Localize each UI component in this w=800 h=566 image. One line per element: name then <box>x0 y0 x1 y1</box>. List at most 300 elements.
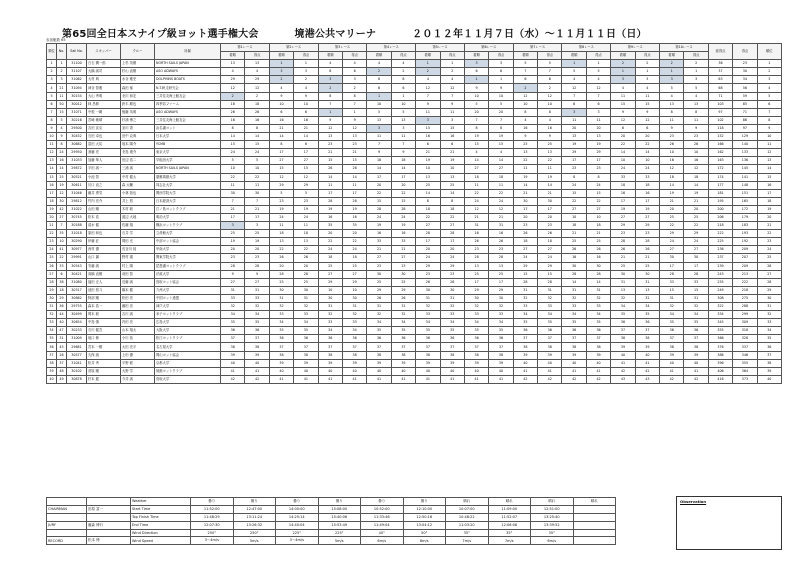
cell-rank: 1 <box>47 60 57 68</box>
cell-race-score: 21 <box>294 124 318 132</box>
condition-value: 7m/s <box>488 537 531 545</box>
cell-race-score: 7 <box>464 116 488 124</box>
cell-race-score: 12 <box>684 165 708 173</box>
cell-race-score: 17 <box>489 278 513 286</box>
official-name <box>87 498 131 506</box>
cell-race-score: 42 <box>635 367 659 375</box>
cell-race-score: 28 <box>635 238 659 246</box>
cell-race-score: 22 <box>684 222 708 230</box>
cell-race-score: 14 <box>245 133 269 141</box>
cell-sail: 31080 <box>67 278 87 286</box>
cell-race-score: 13 <box>342 133 366 141</box>
cell-race-score: 27 <box>489 165 513 173</box>
condition-value: 15:08:00 <box>318 505 361 513</box>
header-final: 順位 <box>757 44 781 60</box>
cell-race-score: 22 <box>391 189 415 197</box>
cell-race-score: 24 <box>489 197 513 205</box>
condition-value: 250° <box>191 529 234 537</box>
cell-race-score: 32 <box>513 294 537 302</box>
cell-skipper: 大橋 誠司 <box>87 68 121 76</box>
cell-race-score: 38 <box>416 351 440 359</box>
table-row <box>47 222 782 230</box>
cell-final: 6 <box>757 100 781 108</box>
cell-race-score: 33 <box>660 278 684 286</box>
cell-race-score: 13 <box>660 100 684 108</box>
cell-sail: 29681 <box>67 343 87 351</box>
cell-race-score: 31 <box>294 294 318 302</box>
cell-race-score: 34 <box>391 319 415 327</box>
cell-race-score: 36 <box>391 335 415 343</box>
cell-total: 200 <box>708 205 732 213</box>
cell-race-score: 10 <box>269 100 293 108</box>
cell-skipper: 斎藤 亮 <box>87 149 121 157</box>
cell-skipper: 宮崎 敏晴 <box>87 116 121 124</box>
cell-race-score: 27 <box>367 254 391 262</box>
cell-race-score: 31 <box>635 278 659 286</box>
cell-final: 36 <box>757 343 781 351</box>
cell-crew: 上田 優 <box>121 351 155 359</box>
cell-race-score: 23 <box>611 230 635 238</box>
conditions-row <box>47 529 616 537</box>
cell-crew: 鈴木 順也 <box>121 100 155 108</box>
cell-race-score: 33 <box>269 311 293 319</box>
cell-rank: 38 <box>47 359 57 367</box>
cell-race-score: 32 <box>391 311 415 319</box>
cell-race-score: 14 <box>391 165 415 173</box>
cell-race-score: 31 <box>660 294 684 302</box>
cell-race-score: 36 <box>489 335 513 343</box>
cell-race-score: 17 <box>440 238 464 246</box>
cell-race-score: 2 <box>416 68 440 76</box>
cell-no: 6 <box>57 270 67 278</box>
cell-race-score: 13 <box>269 238 293 246</box>
cell-race-score: 22 <box>611 141 635 149</box>
header-no: No. <box>57 44 67 60</box>
cell-race-score: 25 <box>342 262 366 270</box>
cell-race-score: 28 <box>684 270 708 278</box>
cell-crew: 三浦 誠 <box>121 165 155 173</box>
cell-race-score: 10 <box>684 149 708 157</box>
cell-race-score: 33 <box>221 294 245 302</box>
cell-race-score: 40 <box>464 367 488 375</box>
cell-race-score: 42 <box>684 375 708 383</box>
cell-race-score: 18 <box>294 230 318 238</box>
cell-race-score: 4 <box>562 76 586 84</box>
cell-race-score: 1 <box>464 76 488 84</box>
cell-race-score: 8 <box>464 124 488 132</box>
cell-race-score: 18 <box>513 238 537 246</box>
cell-race-score: 26 <box>489 238 513 246</box>
cell-rank: 14 <box>47 165 57 173</box>
cell-race-score: 13 <box>513 149 537 157</box>
cell-race-score: 20 <box>416 246 440 254</box>
cell-club: 関東学院大学 <box>155 254 221 262</box>
cell-race-score: 25 <box>562 238 586 246</box>
cell-race-score: 25 <box>660 213 684 221</box>
cell-race-score: 22 <box>416 213 440 221</box>
cell-club: YCMB <box>155 141 221 149</box>
cell-race-score: 36 <box>635 319 659 327</box>
cell-race-score: 12 <box>318 124 342 132</box>
cell-race-score: 2 <box>635 60 659 68</box>
cell-race-score: 22 <box>660 222 684 230</box>
cell-sail: 29991 <box>67 254 87 262</box>
cell-net: 30 <box>733 68 757 76</box>
cell-total: 222 <box>708 230 732 238</box>
cell-race-score: 33 <box>611 173 635 181</box>
cell-net: 193 <box>733 230 757 238</box>
cell-race-score: 25 <box>611 262 635 270</box>
cell-sail: 29950 <box>67 149 87 157</box>
cell-race-score: 15 <box>586 189 610 197</box>
cell-sail: 31100 <box>67 60 87 68</box>
cell-race-score: 20 <box>245 246 269 254</box>
cell-club: 中国ヨット連盟 <box>155 294 221 302</box>
cell-race-score: 41 <box>562 367 586 375</box>
cell-race-score: 10 <box>538 100 562 108</box>
cell-skipper: 原田 和也 <box>87 230 121 238</box>
cell-race-score: 28 <box>464 254 488 262</box>
cell-total: 152 <box>708 133 732 141</box>
condition-value: 12:51:00 <box>531 505 574 513</box>
cell-race-score: 18 <box>660 173 684 181</box>
cell-race-score: 41 <box>416 375 440 383</box>
cell-race-score: 41 <box>684 367 708 375</box>
header-points: 得点 <box>440 52 464 60</box>
cell-race-score: 26 <box>221 108 245 116</box>
cell-race-score: 40 <box>391 367 415 375</box>
cell-race-score: 17 <box>294 149 318 157</box>
cell-race-score: 31 <box>416 294 440 302</box>
cell-final: 21 <box>757 222 781 230</box>
cell-race-score: 32 <box>294 303 318 311</box>
cell-race-score: 25 <box>440 181 464 189</box>
cell-race-score: 12 <box>660 165 684 173</box>
cell-race-score: 32 <box>245 303 269 311</box>
cell-skipper: 池田 悠斗 <box>87 286 121 294</box>
cell-race-score: 17 <box>416 238 440 246</box>
cell-race-score: 41 <box>489 375 513 383</box>
cell-rank: 20 <box>47 213 57 221</box>
cell-race-score: 20 <box>342 230 366 238</box>
cell-net: 151 <box>733 189 757 197</box>
cell-race-score: 21 <box>586 230 610 238</box>
cell-no: 5 <box>57 116 67 124</box>
condition-value: 12:07:30 <box>191 521 234 529</box>
cell-race-score: 16 <box>342 213 366 221</box>
cell-no: 35 <box>57 230 67 238</box>
cell-race-score: 40 <box>660 359 684 367</box>
cell-race-score: 2 <box>513 84 537 92</box>
cell-sail: 31009 <box>67 335 87 343</box>
cell-total: 366 <box>708 335 732 343</box>
cell-race-score: 27 <box>294 157 318 165</box>
cell-skipper: 白石 潤一郎 <box>87 60 121 68</box>
cell-race-score: 40 <box>489 367 513 375</box>
cell-race-score: 35 <box>318 222 342 230</box>
cell-race-score: 31 <box>611 278 635 286</box>
cell-race-score: 11 <box>635 92 659 100</box>
cell-skipper: 安藤 誠 <box>87 262 121 270</box>
cell-race-score: 35 <box>684 319 708 327</box>
cell-no: 3 <box>57 76 67 84</box>
cell-race-score: 2 <box>294 76 318 84</box>
cell-race-score: 21 <box>684 197 708 205</box>
cell-crew: 岡田 光 <box>121 238 155 246</box>
cell-club: 東京大学 <box>155 149 221 157</box>
cell-race-score: 30 <box>635 270 659 278</box>
cell-race-score: 14 <box>513 181 537 189</box>
condition-value: 14:25:14 <box>276 513 319 521</box>
cell-race-score: 16 <box>586 254 610 262</box>
cell-race-score: 18 <box>538 238 562 246</box>
cell-race-score: 1 <box>367 92 391 100</box>
cell-race-score: 39 <box>586 351 610 359</box>
cell-race-score: 24 <box>221 149 245 157</box>
cell-race-score: 41 <box>586 367 610 375</box>
race-conditions-table <box>46 497 616 545</box>
cell-race-score: 29 <box>684 230 708 238</box>
cell-race-score: 41 <box>660 367 684 375</box>
cell-final: 20 <box>757 213 781 221</box>
condition-value: 11:33:46 <box>361 513 404 521</box>
entry-count: 参加艇数 65 <box>46 38 66 42</box>
header-points: 得点 <box>342 52 366 60</box>
cell-race-score: 22 <box>221 173 245 181</box>
cell-race-score: 33 <box>391 238 415 246</box>
cell-crew: 長谷川 陸 <box>121 246 155 254</box>
cell-race-score: 30 <box>440 286 464 294</box>
cell-club: 浜名湖ヨット <box>155 124 221 132</box>
cell-skipper: 山口 翼 <box>87 254 121 262</box>
condition-value: 13:04:12 <box>403 521 446 529</box>
cell-race-score: 33 <box>562 303 586 311</box>
cell-total: 255 <box>708 278 732 286</box>
cell-race-score: 20 <box>318 230 342 238</box>
cell-net: 275 <box>733 294 757 302</box>
cell-club: 江ノ島ヨットクラブ <box>155 205 221 213</box>
cell-race-score: 33 <box>464 311 488 319</box>
cell-race-score: 12 <box>489 205 513 213</box>
cell-race-score: 29 <box>489 286 513 294</box>
cell-skipper: 岡本 聡 <box>87 311 121 319</box>
cell-no: 31 <box>57 335 67 343</box>
header-place: 着順 <box>562 52 586 60</box>
cell-club: ASO ADWAYS <box>155 108 221 116</box>
cell-no: 38 <box>57 278 67 286</box>
cell-race-score: 34 <box>489 319 513 327</box>
cell-race-score: 22 <box>367 189 391 197</box>
cell-race-score: 20 <box>269 262 293 270</box>
cell-no: 40 <box>57 319 67 327</box>
cell-race-score: 21 <box>221 205 245 213</box>
cell-crew: 村上 陽 <box>121 262 155 270</box>
cell-race-score: 24 <box>245 149 269 157</box>
cell-race-score: 33 <box>342 319 366 327</box>
cell-race-score: 42 <box>586 375 610 383</box>
cell-net: 346 <box>733 351 757 359</box>
header-club: 所属 <box>155 44 221 60</box>
cell-club: 甲南大学 <box>155 246 221 254</box>
cell-race-score: 19 <box>538 173 562 181</box>
cell-race-score: 5 <box>660 84 684 92</box>
cell-race-score: 4 <box>684 92 708 100</box>
cell-net: 373 <box>733 375 757 383</box>
cell-race-score: 19 <box>367 222 391 230</box>
cell-race-score: 6 <box>391 84 415 92</box>
cell-club: 琵琶湖ヨットクラブ <box>155 262 221 270</box>
cell-no: 19 <box>57 181 67 189</box>
cell-rank: 32 <box>47 311 57 319</box>
cell-race-score: 15 <box>635 100 659 108</box>
cell-rank: 34 <box>47 327 57 335</box>
condition-label: End Time <box>131 521 191 529</box>
cell-race-score: 30 <box>391 270 415 278</box>
cell-race-score: 24 <box>416 254 440 262</box>
cell-race-score: 29 <box>269 181 293 189</box>
cell-race-score: 39 <box>318 359 342 367</box>
cell-crew: 室川 香 <box>121 124 155 132</box>
cell-race-score: 9 <box>660 124 684 132</box>
cell-race-score: 8 <box>269 141 293 149</box>
cell-race-score: 6 <box>513 76 537 84</box>
cell-total: 166 <box>708 141 732 149</box>
cell-race-score: 30 <box>513 197 537 205</box>
cell-crew: 近藤 誠 <box>121 278 155 286</box>
cell-final: 39 <box>757 367 781 375</box>
cell-race-score: 14 <box>294 133 318 141</box>
cell-race-score: 19 <box>660 189 684 197</box>
cell-rank: 24 <box>47 246 57 254</box>
table-row <box>47 133 782 141</box>
cell-no: 12 <box>57 189 67 197</box>
cell-race-score: 31 <box>684 294 708 302</box>
cell-race-score: 5 <box>294 189 318 197</box>
cell-race-score: 4 <box>269 84 293 92</box>
table-row <box>47 213 782 221</box>
cell-crew: 中村 健太 <box>121 173 155 181</box>
condition-label: Start Time <box>131 505 191 513</box>
cell-race-score: 16 <box>513 124 537 132</box>
cell-race-score: 35 <box>489 327 513 335</box>
cell-race-score: 34 <box>269 319 293 327</box>
cell-race-score: 25 <box>586 238 610 246</box>
header-place: 着順 <box>221 52 245 60</box>
cell-race-score: 32 <box>367 311 391 319</box>
cell-race-score: 28 <box>660 270 684 278</box>
cell-race-score: 5 <box>538 60 562 68</box>
cell-total: 334 <box>708 311 732 319</box>
cell-crew: 渡辺 大地 <box>121 213 155 221</box>
cell-race-score: 15 <box>538 270 562 278</box>
cell-crew: 松田 亮 <box>121 294 155 302</box>
cell-rank: 25 <box>47 254 57 262</box>
cell-total: 345 <box>708 319 732 327</box>
cell-race-score: 14 <box>464 157 488 165</box>
cell-sail: 30216 <box>67 116 87 124</box>
cell-skipper: 松井 秀 <box>87 359 121 367</box>
cell-race-score: 35 <box>513 319 537 327</box>
cell-race-score: 15 <box>562 189 586 197</box>
cell-race-score: 12 <box>440 84 464 92</box>
cell-race-score: 41 <box>294 375 318 383</box>
cell-race-score: 30 <box>684 254 708 262</box>
cell-race-score: 31 <box>513 286 537 294</box>
cell-race-score: 27 <box>391 254 415 262</box>
cell-race-score: 2 <box>391 68 415 76</box>
cell-race-score: 30 <box>245 189 269 197</box>
cell-total: 103 <box>708 100 732 108</box>
cell-race-score: 25 <box>635 262 659 270</box>
cell-crew: 杉浦 博之 <box>121 116 155 124</box>
table-row <box>47 343 782 351</box>
cell-crew: 前田 智 <box>121 270 155 278</box>
cell-race-score: 35 <box>464 327 488 335</box>
cell-race-score: 21 <box>367 246 391 254</box>
cell-race-score: 41 <box>391 375 415 383</box>
cell-race-score: 38 <box>342 351 366 359</box>
cell-race-score: 32 <box>440 303 464 311</box>
event-title: 第65回全日本スナイプ級ヨット選手権大会 <box>62 29 259 40</box>
page-header <box>62 25 683 40</box>
cell-race-score: 28 <box>221 262 245 270</box>
cell-race-score: 17 <box>660 262 684 270</box>
cell-race-score: 27 <box>464 165 488 173</box>
cell-race-score: 12 <box>513 92 537 100</box>
cell-rank: 8 <box>47 116 57 124</box>
cell-race-score: 37 <box>562 335 586 343</box>
cell-race-score: 15 <box>342 157 366 165</box>
cell-race-score: 7 <box>416 92 440 100</box>
condition-value: 14:40:04 <box>276 521 319 529</box>
cell-race-score: 16 <box>269 116 293 124</box>
cell-rank: 6 <box>47 100 57 108</box>
cell-race-score: 18 <box>416 205 440 213</box>
cell-race-score: 37 <box>684 335 708 343</box>
cell-final: 10 <box>757 133 781 141</box>
cell-race-score: 26 <box>294 254 318 262</box>
cell-total: 225 <box>708 238 732 246</box>
cell-sail: 29812 <box>67 197 87 205</box>
cell-race-score: 27 <box>440 222 464 230</box>
cell-race-score: 23 <box>367 262 391 270</box>
cell-race-score: 41 <box>367 375 391 383</box>
cell-race-score: 23 <box>245 254 269 262</box>
condition-value: 10:52:00 <box>361 505 404 513</box>
cell-race-score: 30 <box>221 189 245 197</box>
condition-value <box>573 537 616 545</box>
cell-race-score: 4 <box>221 68 245 76</box>
official-label <box>47 498 87 506</box>
cell-race-score: 31 <box>342 303 366 311</box>
cell-race-score: 5 <box>513 60 537 68</box>
cell-race-score: 24 <box>586 181 610 189</box>
cell-sail: 31062 <box>67 76 87 84</box>
cell-skipper: 高橋 直樹 <box>87 270 121 278</box>
cell-race-score: 34 <box>538 311 562 319</box>
cell-race-score: 8 <box>294 141 318 149</box>
cell-race-score: 28 <box>562 270 586 278</box>
cell-race-score: 23 <box>294 197 318 205</box>
cell-crew: 森田 郁 <box>121 84 155 92</box>
cell-rank: 7 <box>47 108 57 116</box>
cell-race-score: 26 <box>269 254 293 262</box>
cell-net: 140 <box>733 141 757 149</box>
cell-net: 141 <box>733 173 757 181</box>
header-race: 第7レース <box>513 44 562 52</box>
cell-race-score: 35 <box>440 327 464 335</box>
cell-race-score: 13 <box>538 149 562 157</box>
